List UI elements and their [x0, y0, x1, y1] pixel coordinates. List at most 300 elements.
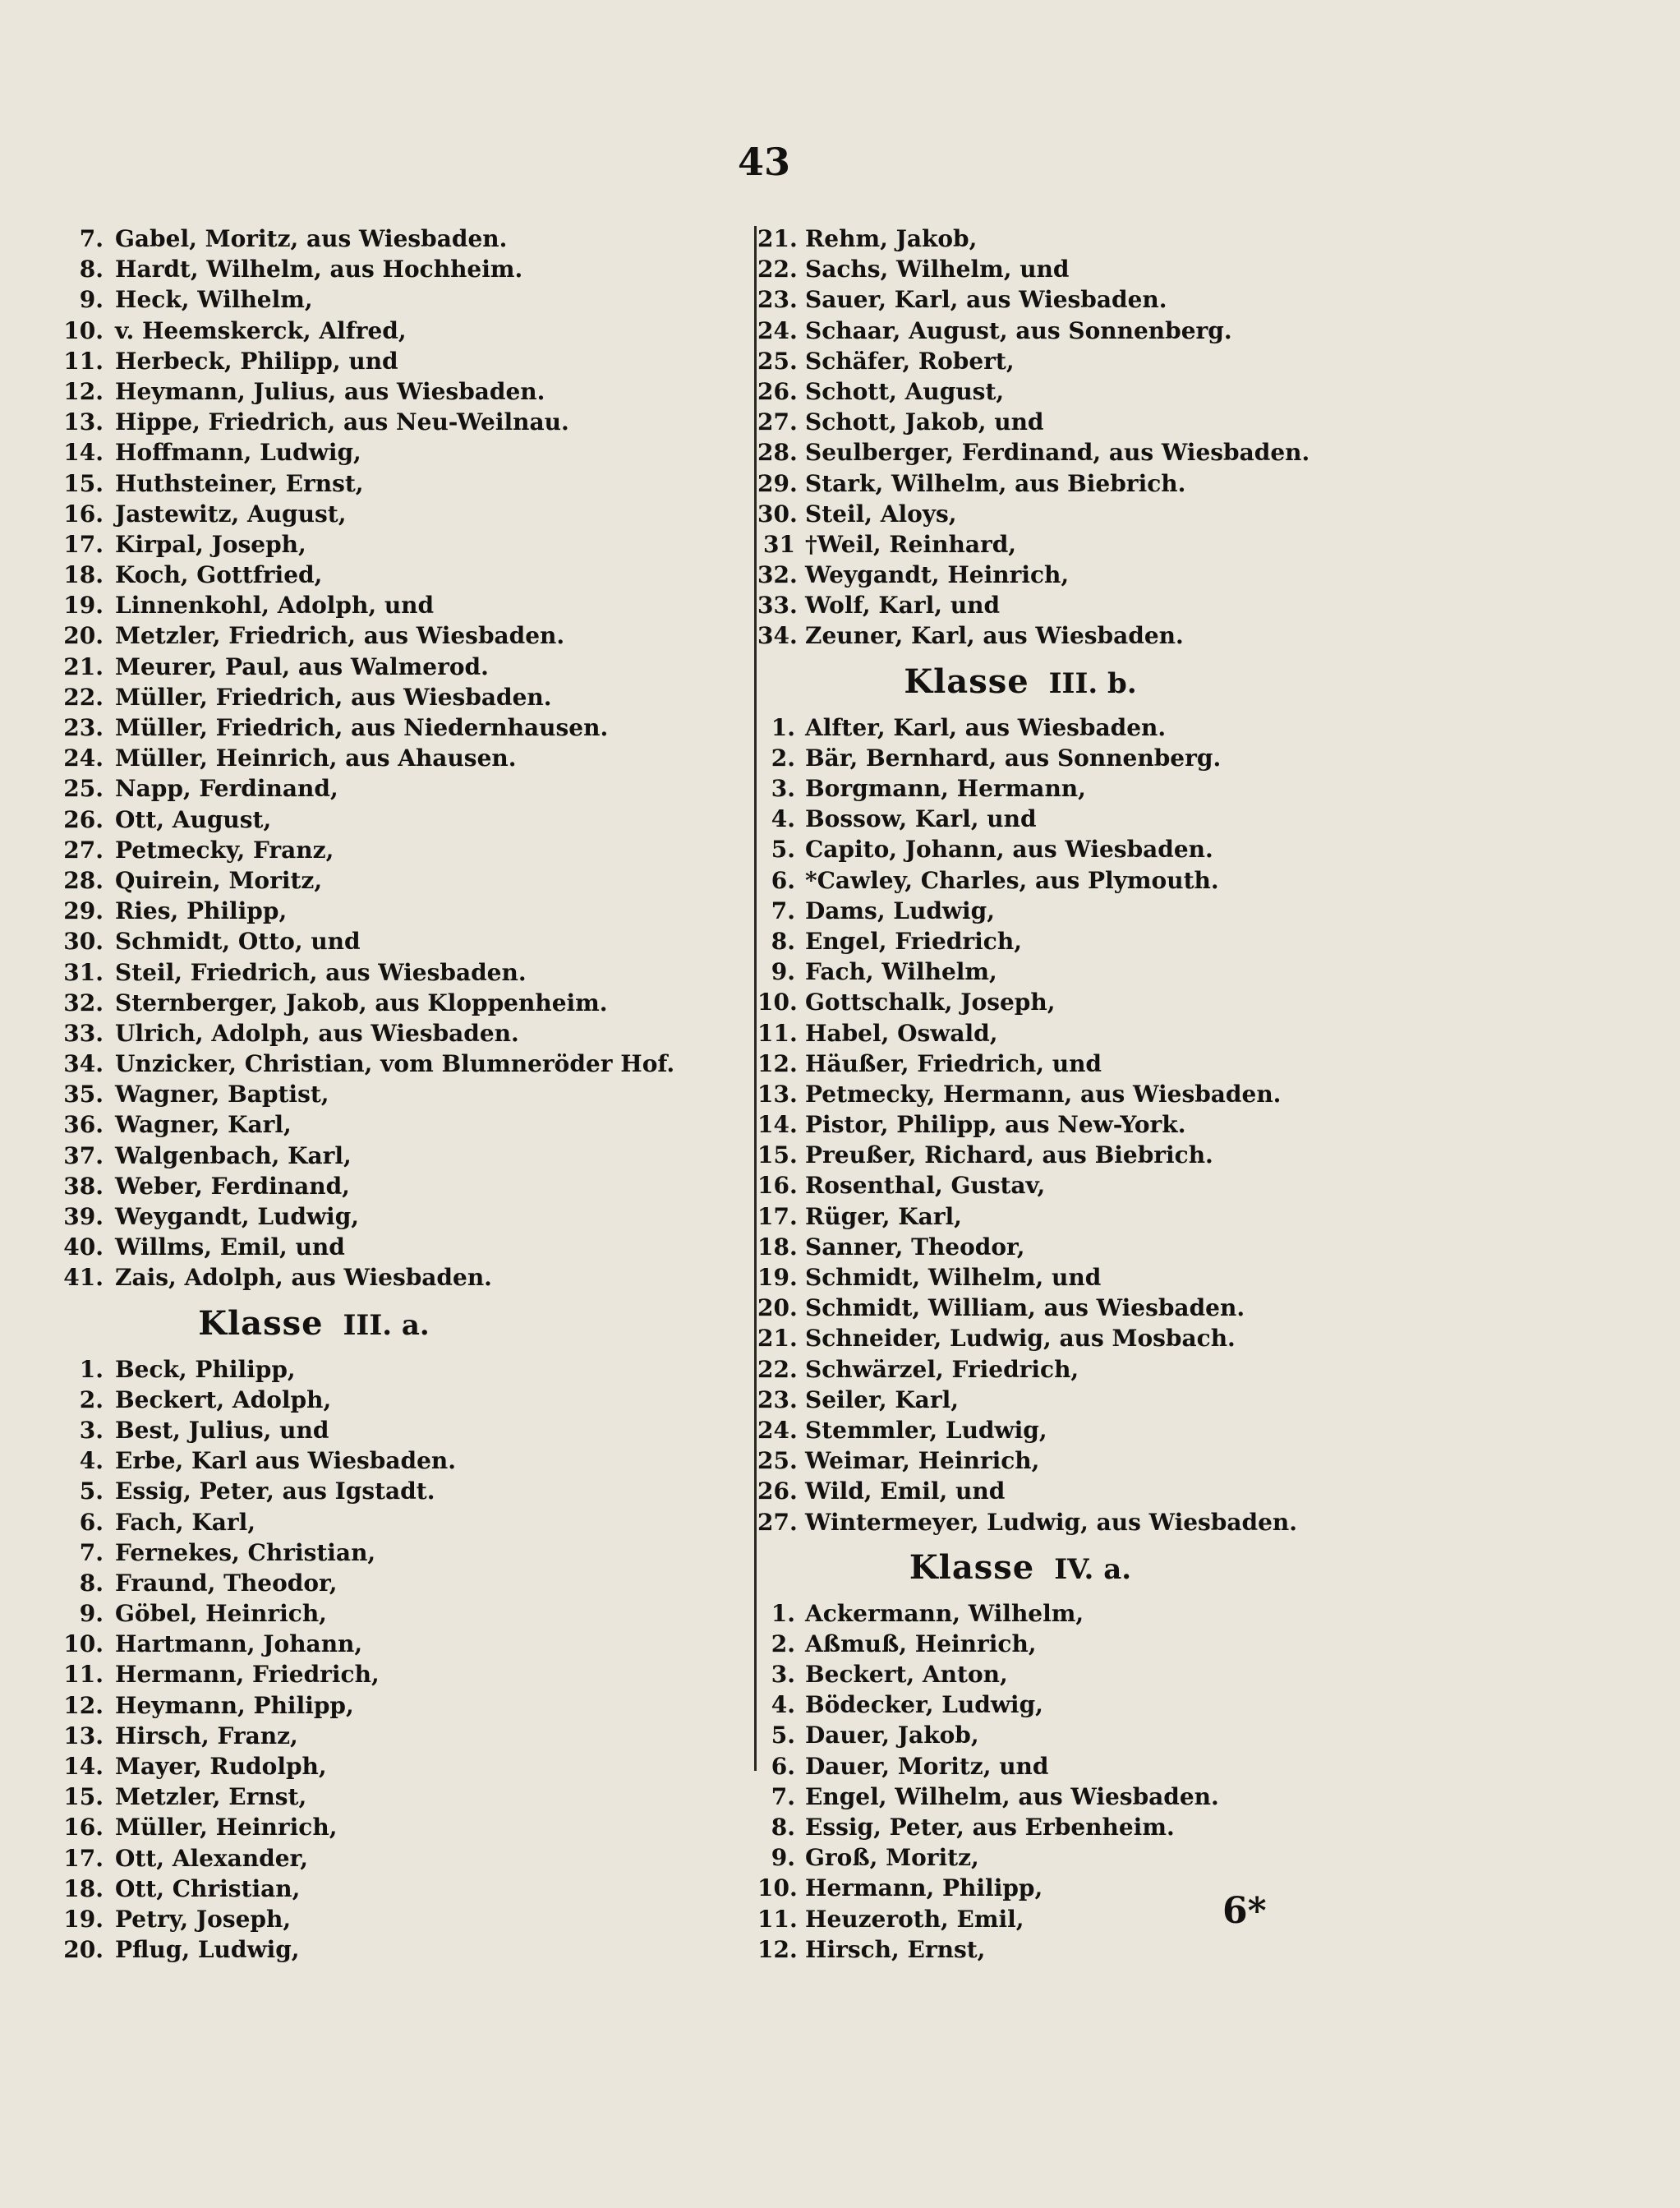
- list-item: [757, 1598, 1579, 1629]
- entry-number: 1.: [771, 1599, 795, 1627]
- entry-name: Fach, Wilhelm,: [805, 958, 997, 986]
- entry-number: 20.: [757, 1294, 798, 1322]
- list-item: [51, 254, 749, 284]
- entry-name: Metzler, Friedrich, aus Wiesbaden.: [115, 622, 565, 650]
- entry-number: 21.: [757, 225, 798, 252]
- entry-number: 28.: [63, 866, 104, 894]
- list-item: [757, 1018, 1579, 1049]
- entry-number: 13.: [757, 1080, 798, 1108]
- list-item: [757, 804, 1579, 834]
- entry-name: Dauer, Jakob,: [805, 1722, 979, 1749]
- entry-name: Metzler, Ernst,: [115, 1783, 307, 1811]
- list-item: [51, 1415, 749, 1445]
- heading-label: Klasse: [198, 1303, 324, 1343]
- list-item: [757, 1079, 1579, 1109]
- entry-name: Kirpal, Joseph,: [115, 530, 306, 558]
- list-item: [51, 437, 749, 468]
- entry-number: 28.: [757, 439, 798, 467]
- entry-name: Sternberger, Jakob, aus Kloppenheim.: [115, 989, 608, 1016]
- list-item: [51, 1812, 749, 1842]
- entry-number: 41.: [63, 1264, 104, 1292]
- entry-name: Schneider, Ludwig, aus Mosbach.: [805, 1325, 1236, 1353]
- entry-number: 12.: [757, 1935, 798, 1963]
- entry-name: Hartmann, Johann,: [115, 1630, 363, 1658]
- list-item: [51, 1721, 749, 1751]
- list-item: [757, 254, 1579, 284]
- entry-number: 11.: [757, 1019, 798, 1047]
- entry-name: Erbe, Karl aus Wiesbaden.: [115, 1447, 456, 1475]
- entry-number: 24.: [63, 744, 104, 772]
- list-item: [51, 1782, 749, 1812]
- list-item: [51, 988, 749, 1018]
- list-item: [757, 896, 1579, 926]
- entry-name: Fraund, Theodor,: [115, 1569, 338, 1597]
- list-item: [757, 620, 1579, 651]
- list-item: [51, 560, 749, 590]
- entry-name: Fernekes, Christian,: [115, 1538, 376, 1566]
- entry-number: 32.: [757, 561, 798, 589]
- entry-number: 11.: [63, 1661, 104, 1689]
- entry-number: 17.: [63, 530, 104, 558]
- list-item: [51, 682, 749, 712]
- list-item: [757, 1720, 1579, 1750]
- entry-number: 22.: [63, 683, 104, 711]
- list-item: [757, 1507, 1579, 1537]
- list-item: [757, 1751, 1579, 1782]
- entry-name: Ries, Philipp,: [115, 897, 288, 925]
- entry-name: Pistor, Philipp, aus New-York.: [805, 1111, 1186, 1139]
- entry-name: Borgmann, Hermann,: [805, 775, 1086, 802]
- list-item: [757, 1689, 1579, 1720]
- entry-number: 20.: [63, 622, 104, 650]
- list-item: [757, 376, 1579, 407]
- entry-number: 14.: [757, 1111, 798, 1139]
- entry-name: Schmidt, Wilhelm, und: [805, 1264, 1102, 1291]
- list-item: [757, 743, 1579, 773]
- entry-name: Capito, Johann, aus Wiesbaden.: [805, 836, 1213, 864]
- entry-number: 26.: [63, 805, 104, 833]
- entry-number: 27.: [63, 836, 104, 864]
- entry-name: Bödecker, Ludwig,: [805, 1691, 1043, 1719]
- list-item: [51, 1629, 749, 1659]
- entry-number: 9.: [771, 958, 795, 986]
- list-item: [51, 1354, 749, 1385]
- entry-number: 11.: [757, 1905, 798, 1933]
- entry-number: 17.: [63, 1844, 104, 1872]
- entry-number: 36.: [63, 1111, 104, 1139]
- entry-number: 13.: [63, 1722, 104, 1749]
- entry-number: 7.: [79, 225, 104, 252]
- list-item: [51, 804, 749, 835]
- entry-number: 10.: [63, 316, 104, 344]
- list-item: [757, 773, 1579, 804]
- entry-number: 26.: [757, 1477, 798, 1505]
- entry-number: 27.: [757, 1508, 798, 1536]
- continued-list-left: [51, 224, 749, 1293]
- entry-number: 5.: [79, 1477, 104, 1505]
- entry-number: 6.: [771, 1752, 795, 1780]
- entry-name: Weber, Ferdinand,: [115, 1172, 350, 1200]
- list-item: [51, 1904, 749, 1934]
- list-item: [757, 1812, 1579, 1842]
- entry-number: 30.: [63, 928, 104, 956]
- entry-name: Schott, Jakob, und: [805, 408, 1044, 436]
- entry-number: 16.: [757, 1172, 798, 1200]
- entry-name: Hardt, Wilhelm, aus Hochheim.: [115, 256, 523, 283]
- entry-name: Schäfer, Robert,: [805, 347, 1015, 375]
- entry-number: 34.: [63, 1050, 104, 1078]
- entry-number: 8.: [771, 1814, 795, 1841]
- entry-name: Göbel, Heinrich,: [115, 1600, 327, 1628]
- entry-name: Groß, Moritz,: [805, 1844, 979, 1872]
- klasse-3b-list: [757, 712, 1579, 1537]
- entry-name: Rosenthal, Gustav,: [805, 1172, 1046, 1200]
- list-item: [757, 865, 1579, 896]
- list-item: [51, 1232, 749, 1262]
- entry-name: Seiler, Karl,: [805, 1385, 959, 1413]
- entry-number: 13.: [63, 408, 104, 436]
- entry-name: Müller, Friedrich, aus Niedernhausen.: [115, 714, 609, 741]
- list-item: [51, 284, 749, 315]
- entry-number: 20.: [63, 1936, 104, 1964]
- entry-name: Beckert, Adolph,: [115, 1385, 332, 1413]
- list-item: [51, 529, 749, 560]
- list-item: [51, 1874, 749, 1904]
- entry-name: Wagner, Baptist,: [115, 1081, 329, 1109]
- entry-number: 3.: [771, 775, 795, 802]
- list-item: [757, 529, 1579, 560]
- list-item: [757, 1934, 1579, 1965]
- entry-name: Beck, Philipp,: [115, 1355, 296, 1383]
- entry-number: 37.: [63, 1141, 104, 1169]
- list-item: [51, 468, 749, 499]
- entry-name: Ackermann, Wilhelm,: [805, 1599, 1084, 1627]
- list-item: [51, 1690, 749, 1721]
- list-item: [757, 560, 1579, 590]
- list-item: [757, 1232, 1579, 1262]
- entry-number: 5.: [771, 836, 795, 864]
- list-item: [757, 1262, 1579, 1293]
- entry-number: 18.: [757, 1233, 798, 1261]
- entry-number: 29.: [757, 469, 798, 497]
- signature-mark: 6*: [1222, 1890, 1267, 1932]
- klasse-3a-list: [51, 1354, 749, 1966]
- page-number: 43: [737, 140, 790, 184]
- entry-number: 9.: [79, 1600, 104, 1628]
- list-item: [51, 620, 749, 651]
- entry-number: 39.: [63, 1203, 104, 1230]
- entry-name: Mayer, Rudolph,: [115, 1753, 327, 1780]
- entry-number: 7.: [771, 1782, 795, 1810]
- heading-class: IV. a.: [1054, 1552, 1132, 1586]
- entry-number: 24.: [757, 1416, 798, 1444]
- entry-number: 15.: [63, 1783, 104, 1811]
- entry-name: Meurer, Paul, aus Walmerod.: [115, 652, 489, 680]
- list-item: [51, 1445, 749, 1476]
- entry-name: Pflug, Ludwig,: [115, 1936, 300, 1964]
- entry-number: 22.: [757, 256, 798, 283]
- entry-number: 38.: [63, 1172, 104, 1200]
- entry-name: Hirsch, Franz,: [115, 1722, 298, 1749]
- entry-name: Wagner, Karl,: [115, 1111, 292, 1139]
- entry-number: 12.: [757, 1049, 798, 1077]
- list-item: [51, 1843, 749, 1874]
- entry-name: Fach, Karl,: [115, 1508, 256, 1536]
- entry-number: 1.: [79, 1355, 104, 1383]
- entry-name: v. Heemskerck, Alfred,: [115, 316, 407, 344]
- entry-name: Schmidt, Otto, und: [115, 928, 361, 956]
- entry-number: 2.: [79, 1385, 104, 1413]
- list-item: [51, 316, 749, 346]
- entry-number: 14.: [63, 1753, 104, 1780]
- entry-name: Häußer, Friedrich, und: [805, 1049, 1102, 1077]
- entry-name: Beckert, Anton,: [805, 1661, 1008, 1689]
- entry-name: Müller, Friedrich, aus Wiesbaden.: [115, 683, 552, 711]
- entry-number: 30.: [757, 500, 798, 528]
- list-item: [51, 1537, 749, 1568]
- entry-number: 8.: [79, 256, 104, 283]
- entry-name: Steil, Aloys,: [805, 500, 957, 528]
- list-item: [51, 957, 749, 988]
- entry-name: Heck, Wilhelm,: [115, 286, 313, 314]
- list-item: [757, 1170, 1579, 1201]
- entry-number: 3.: [79, 1416, 104, 1444]
- list-item: [51, 1201, 749, 1232]
- list-item: [757, 1140, 1579, 1170]
- entry-number: 12.: [63, 1691, 104, 1719]
- list-item: [51, 1049, 749, 1079]
- list-item: [51, 590, 749, 620]
- entry-name: Ott, Alexander,: [115, 1844, 308, 1872]
- list-item: [757, 1842, 1579, 1873]
- list-item: [757, 1629, 1579, 1659]
- entry-number: 31: [763, 530, 795, 558]
- entry-name: Ott, Christian,: [115, 1874, 301, 1902]
- list-item: [51, 1751, 749, 1782]
- list-item: [757, 590, 1579, 620]
- list-item: [757, 437, 1579, 468]
- heading-class: III. b.: [1048, 666, 1137, 700]
- entry-number: 25.: [63, 775, 104, 803]
- entry-name: Wild, Emil, und: [805, 1477, 1006, 1505]
- list-item: [51, 1598, 749, 1629]
- entry-name: Linnenkohl, Adolph, und: [115, 592, 435, 620]
- entry-number: 2.: [771, 744, 795, 772]
- entry-name: Müller, Heinrich,: [115, 1814, 338, 1842]
- entry-name: Sachs, Wilhelm, und: [805, 256, 1070, 283]
- entry-name: Weygandt, Heinrich,: [805, 561, 1070, 589]
- entry-name: Schott, August,: [805, 377, 1005, 405]
- list-item: [51, 1262, 749, 1293]
- entry-number: 33.: [757, 592, 798, 620]
- list-item: [757, 1109, 1579, 1140]
- heading-label: Klasse: [904, 661, 1029, 701]
- entry-number: 16.: [63, 1814, 104, 1842]
- right-column: [757, 224, 1579, 1965]
- entry-name: Preußer, Richard, aus Biebrich.: [805, 1141, 1213, 1169]
- entry-number: 8.: [79, 1569, 104, 1597]
- entry-name: Heymann, Philipp,: [115, 1691, 354, 1719]
- list-item: [51, 1079, 749, 1109]
- entry-name: Seulberger, Ferdinand, aus Wiesbaden.: [805, 439, 1310, 467]
- list-item: [757, 1293, 1579, 1323]
- entry-number: 26.: [757, 377, 798, 405]
- list-item: [757, 956, 1579, 987]
- list-item: [51, 773, 749, 804]
- list-item: [757, 1354, 1579, 1385]
- entry-number: 19.: [757, 1264, 798, 1291]
- entry-number: 23.: [757, 1385, 798, 1413]
- entry-number: 21.: [757, 1325, 798, 1353]
- list-item: [51, 1171, 749, 1201]
- entry-name: Essig, Peter, aus Erbenheim.: [805, 1814, 1175, 1841]
- entry-number: 4.: [79, 1447, 104, 1475]
- entry-name: Engel, Friedrich,: [805, 927, 1022, 955]
- entry-name: Aßmuß, Heinrich,: [805, 1629, 1037, 1657]
- entry-number: 8.: [771, 927, 795, 955]
- klasse-4a-heading: [757, 1537, 1283, 1598]
- entry-name: Schmidt, William, aus Wiesbaden.: [805, 1294, 1245, 1322]
- entry-name: Bär, Bernhard, aus Sonnenberg.: [805, 744, 1222, 772]
- list-item: [757, 1873, 1579, 1903]
- entry-name: Steil, Friedrich, aus Wiesbaden.: [115, 958, 527, 986]
- entry-name: Koch, Gottfried,: [115, 561, 323, 589]
- entry-name: Best, Julius, und: [115, 1416, 329, 1444]
- entry-number: 9.: [79, 286, 104, 314]
- klasse-3b-heading: [757, 652, 1283, 712]
- entry-number: 27.: [757, 408, 798, 436]
- list-item: [757, 468, 1579, 499]
- entry-name: Gottschalk, Joseph,: [805, 989, 1056, 1016]
- entry-name: Petmecky, Franz,: [115, 836, 334, 864]
- list-item: [51, 1934, 749, 1965]
- entry-name: Hoffmann, Ludwig,: [115, 439, 361, 467]
- list-item: [51, 346, 749, 376]
- entry-number: 23.: [757, 286, 798, 314]
- klasse-3a-heading: [51, 1293, 577, 1354]
- list-item: [757, 346, 1579, 376]
- list-item: [51, 652, 749, 682]
- entry-number: 4.: [771, 1691, 795, 1719]
- entry-number: 22.: [757, 1355, 798, 1383]
- entry-name: Rüger, Karl,: [805, 1202, 962, 1230]
- continued-list-right: [757, 224, 1579, 652]
- entry-name: Rehm, Jakob,: [805, 225, 978, 252]
- entry-name: Weimar, Heinrich,: [805, 1447, 1040, 1475]
- list-item: [757, 1445, 1579, 1476]
- entry-name: Heuzeroth, Emil,: [805, 1905, 1024, 1933]
- list-item: [757, 712, 1579, 743]
- left-column: [51, 224, 749, 1965]
- list-item: [757, 407, 1579, 437]
- entry-name: Habel, Oswald,: [805, 1019, 998, 1047]
- list-item: [757, 1385, 1579, 1415]
- entry-number: 19.: [63, 1905, 104, 1933]
- entry-number: 4.: [771, 805, 795, 833]
- entry-name: Gabel, Moritz, aus Wiesbaden.: [115, 225, 508, 252]
- entry-number: 33.: [63, 1019, 104, 1047]
- entry-number: 14.: [63, 439, 104, 467]
- heading-class: III. a.: [343, 1308, 430, 1342]
- entry-name: Stark, Wilhelm, aus Biebrich.: [805, 469, 1186, 497]
- entry-name: Wolf, Karl, und: [805, 592, 1001, 620]
- column-divider: [754, 226, 757, 1771]
- entry-name: Schwärzel, Friedrich,: [805, 1355, 1079, 1383]
- entry-number: 7.: [771, 897, 795, 924]
- list-item: [51, 896, 749, 926]
- heading-label: Klasse: [909, 1547, 1035, 1587]
- entry-name: Weygandt, Ludwig,: [115, 1203, 360, 1230]
- entry-name: Petmecky, Hermann, aus Wiesbaden.: [805, 1080, 1282, 1108]
- list-item: [51, 712, 749, 743]
- entry-name: Zais, Adolph, aus Wiesbaden.: [115, 1264, 492, 1292]
- entry-name: Herbeck, Philipp, und: [115, 347, 398, 375]
- entry-name: *Cawley, Charles, aus Plymouth.: [805, 866, 1219, 894]
- entry-number: 1.: [771, 713, 795, 741]
- list-item: [51, 865, 749, 896]
- list-item: [757, 1476, 1579, 1506]
- list-item: [757, 926, 1579, 956]
- list-item: [51, 743, 749, 773]
- list-item: [757, 1415, 1579, 1445]
- entry-name: Dams, Ludwig,: [805, 897, 995, 924]
- entry-number: 9.: [771, 1844, 795, 1872]
- list-item: [51, 926, 749, 956]
- list-item: [51, 1476, 749, 1506]
- entry-name: Müller, Heinrich, aus Ahausen.: [115, 744, 517, 772]
- entry-number: 3.: [771, 1661, 795, 1689]
- entry-number: 7.: [79, 1538, 104, 1566]
- entry-number: 21.: [63, 652, 104, 680]
- list-item: [51, 1141, 749, 1171]
- list-item: [757, 499, 1579, 529]
- list-item: [757, 834, 1579, 864]
- entry-name: Ott, August,: [115, 805, 272, 833]
- entry-name: Bossow, Karl, und: [805, 805, 1037, 833]
- entry-name: Napp, Ferdinand,: [115, 775, 338, 803]
- list-item: [757, 1904, 1579, 1934]
- entry-name: Dauer, Moritz, und: [805, 1752, 1049, 1780]
- entry-name: †Weil, Reinhard,: [805, 530, 1017, 558]
- entry-number: 34.: [757, 622, 798, 650]
- entry-number: 40.: [63, 1233, 104, 1261]
- list-item: [51, 224, 749, 254]
- list-item: [51, 1385, 749, 1415]
- entry-name: Hermann, Philipp,: [805, 1874, 1043, 1902]
- entry-number: 25.: [757, 1447, 798, 1475]
- entry-number: 10.: [63, 1630, 104, 1658]
- entry-name: Sauer, Karl, aus Wiesbaden.: [805, 286, 1167, 314]
- entry-number: 32.: [63, 989, 104, 1016]
- list-item: [51, 376, 749, 407]
- entry-number: 35.: [63, 1081, 104, 1109]
- entry-name: Petry, Joseph,: [115, 1905, 292, 1933]
- entry-number: 6.: [79, 1508, 104, 1536]
- entry-number: 29.: [63, 897, 104, 925]
- entry-name: Quirein, Moritz,: [115, 866, 323, 894]
- entry-number: 10.: [757, 989, 798, 1016]
- entry-name: Hirsch, Ernst,: [805, 1935, 986, 1963]
- list-item: [51, 1659, 749, 1689]
- entry-name: Heymann, Julius, aus Wiesbaden.: [115, 377, 545, 405]
- list-item: [757, 1659, 1579, 1689]
- entry-name: Sanner, Theodor,: [805, 1233, 1025, 1261]
- list-item: [51, 499, 749, 529]
- entry-number: 15.: [63, 469, 104, 497]
- entry-name: Hermann, Friedrich,: [115, 1661, 380, 1689]
- list-item: [757, 316, 1579, 346]
- entry-number: 18.: [63, 1874, 104, 1902]
